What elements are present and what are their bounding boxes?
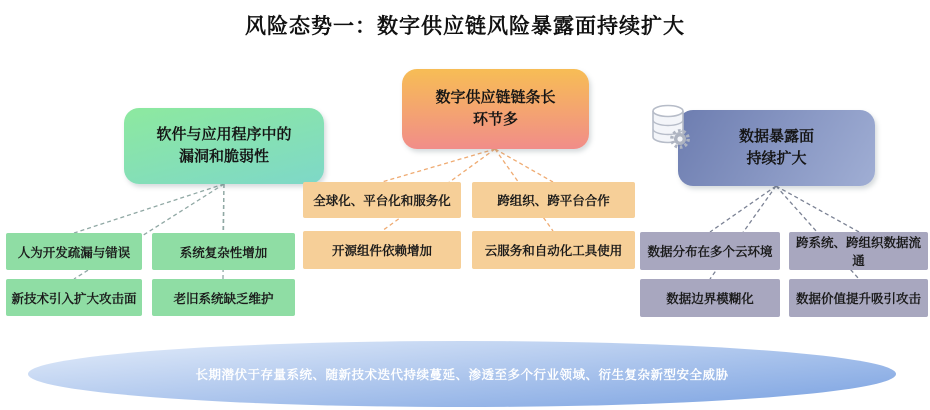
node-software-vulnerabilities bbox=[124, 108, 324, 184]
child-node-cross-system-data-flow: 跨系统、跨组织数据流通 bbox=[789, 232, 928, 270]
node-label-line: 软件与应用程序中的 bbox=[156, 126, 292, 144]
node-supply-chain-length bbox=[402, 69, 589, 149]
child-node-blurred-data-boundary: 数据边界模糊化 bbox=[640, 279, 780, 317]
child-node-new-tech-attack-surface: 新技术引入扩大攻击面 bbox=[6, 279, 142, 316]
gear-glyph bbox=[672, 131, 688, 147]
node-label-line: 漏洞和脆弱性 bbox=[178, 148, 269, 165]
diagram-title: 风险态势一：数字供应链风险暴露面持续扩大 bbox=[245, 15, 685, 38]
footer-ellipse bbox=[28, 341, 896, 407]
child-node-data-value-attracts-attacks: 数据价值提升吸引攻击 bbox=[789, 279, 928, 317]
footer-text: 长期潜伏于存量系统、随新技术迭代持续蔓延、渗透至多个行业领域、衍生复杂新型安全威胁 bbox=[195, 368, 729, 382]
node-label-line: 数据暴露面 bbox=[738, 128, 814, 146]
child-node-cloud-automation-tools: 云服务和自动化工具使用 bbox=[472, 231, 635, 269]
database-gear-icon bbox=[644, 101, 696, 153]
child-node-globalization: 全球化、平台化和服务化 bbox=[303, 182, 461, 218]
node-data-exposure bbox=[678, 110, 875, 186]
child-node-legacy-systems: 老旧系统缺乏维护 bbox=[152, 279, 295, 316]
child-node-human-error: 人为开发疏漏与错误 bbox=[6, 233, 142, 270]
node-label-line: 持续扩大 bbox=[746, 150, 807, 167]
child-node-open-source-dependency: 开源组件依赖增加 bbox=[303, 231, 461, 269]
node-label-line: 环节多 bbox=[472, 111, 518, 128]
child-node-cross-org-cooperation: 跨组织、跨平台合作 bbox=[472, 182, 635, 218]
node-label-line: 数字供应链链条长 bbox=[435, 89, 556, 107]
child-node-multi-cloud-data: 数据分布在多个云环境 bbox=[640, 232, 780, 270]
child-node-system-complexity: 系统复杂性增加 bbox=[152, 233, 295, 270]
